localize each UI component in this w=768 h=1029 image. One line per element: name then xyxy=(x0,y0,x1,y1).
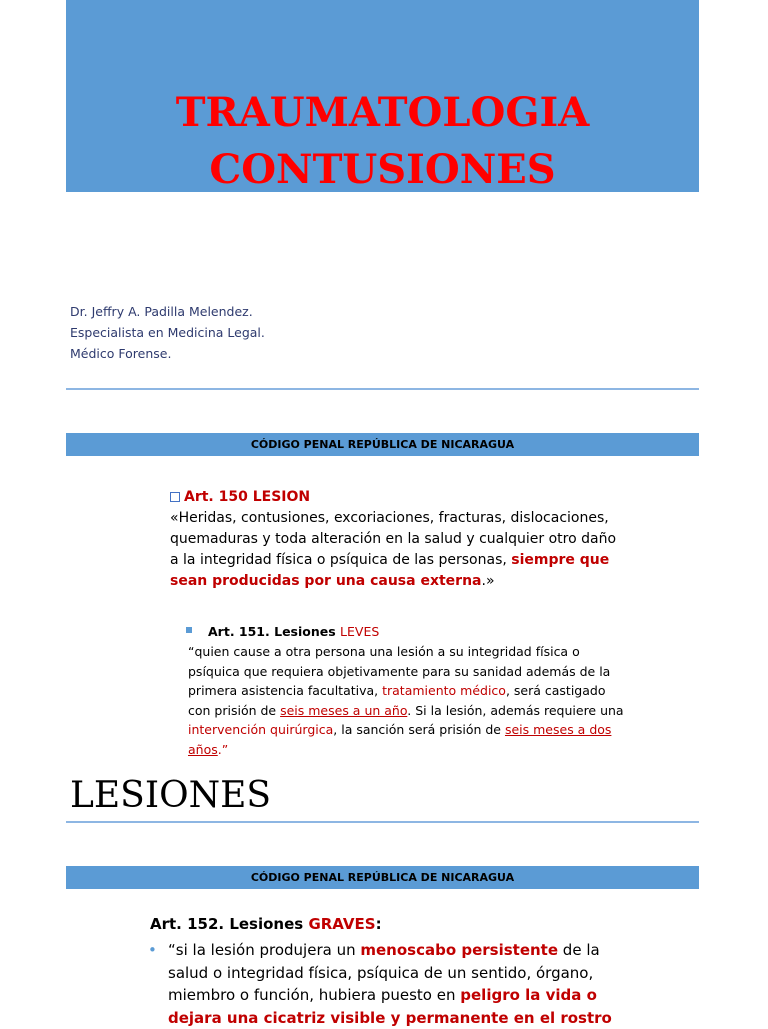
article-150-heading: Art. 150 LESION xyxy=(170,486,620,508)
title-line-1: TRAUMATOLOGIA xyxy=(175,89,590,136)
author-block xyxy=(70,301,265,364)
article-151-body: “quien cause a otra persona una lesión a su integridad física o psíquica que requiera objetivamente para su sanidad además de la primera asistencia facultativa, tratamiento médico, será castigado con prisión de seis meses a un año. Si la lesión, además requiere una intervención quirúrgica, la sanción será prisión de seis meses a dos años.” xyxy=(188,644,624,757)
section-band-1: CÓDIGO PENAL REPÚBLICA DE NICARAGUA xyxy=(66,433,699,456)
section-title: LESIONES xyxy=(70,775,272,816)
divider-2 xyxy=(66,821,699,823)
article-151-heading: Art. 151. Lesiones LEVES xyxy=(208,624,380,639)
article-152 xyxy=(150,912,620,1029)
dot-bullet-icon: • xyxy=(148,941,157,959)
author-specialty: Especialista en Medicina Legal. xyxy=(70,325,265,340)
section-band-2: CÓDIGO PENAL REPÚBLICA DE NICARAGUA xyxy=(66,866,699,889)
article-152-heading: Art. 152. Lesiones GRAVES: xyxy=(150,915,382,933)
article-150 xyxy=(170,486,620,592)
divider-1 xyxy=(66,388,699,390)
square-bullet-icon xyxy=(186,627,192,633)
title-banner xyxy=(66,0,699,192)
author-role: Médico Forense. xyxy=(70,346,172,361)
article-150-emphasis: siempre que sean producidas por una causa externa xyxy=(170,552,610,589)
article-152-body: • “si la lesión produjera un menoscabo persistente de la salud o integridad física, psíquica de un sentido, órgano, miembro o función, hubiera puesto en peligro la vida o dejara una cicatriz visible y permanente en el rostro xyxy=(148,941,612,1027)
checkbox-bullet-icon xyxy=(170,492,180,502)
author-name: Dr. Jeffry A. Padilla Melendez. xyxy=(70,304,253,319)
article-150-body: «Heridas, contusiones, excoriaciones, fracturas, dislocaciones, quemaduras y toda alteración en la salud y cualquier otro daño a la integridad física o psíquica de las personas, siempre que sean producidas por una causa externa.» xyxy=(170,510,617,589)
article-151 xyxy=(188,622,628,759)
title-line-2: CONTUSIONES xyxy=(209,146,556,193)
